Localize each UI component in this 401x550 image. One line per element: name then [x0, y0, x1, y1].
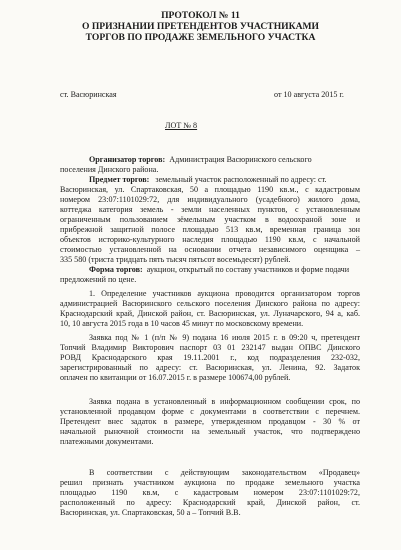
- place: ст. Васюринская: [60, 90, 117, 99]
- notice-line: платежными документами.: [60, 437, 154, 446]
- subject-label: Предмет торгов:: [89, 175, 150, 184]
- protocol-number: ПРОТОКОЛ № 11: [161, 10, 240, 21]
- notice-line: Заявка подана в установленный в информационном сообщении срок, по: [89, 397, 360, 406]
- subject-line: ограниченным пользованием зёмельным участком в водоохраной зоне и: [60, 215, 360, 224]
- application-line: РОВД Краснодарского края 19.11.2001 г., код подразделения 232-032,: [60, 353, 360, 362]
- notice-line: начальной рыночной стоимости на земельный участок, что подтверждено: [60, 427, 360, 436]
- subject-line: Васюринская, ул. Спартаковская, 50 а площадью 1190 кв.м., с кадастровым: [60, 185, 360, 194]
- subject-line: стоимостью установленной на основании отчета независимого оценщика –: [60, 245, 360, 254]
- application-line: зарегистрированный по адресу: ст. Васюринская, ул. Ленина, 92. Задаток: [60, 363, 360, 372]
- application-line: Заявка под № 1 (п/п № 9) подана 16 июля 2015 г. в 09:20 ч, претендент: [89, 333, 360, 342]
- organizer-line-2: поселения Динского района.: [60, 165, 159, 174]
- date: от 10 августа 2015 г.: [274, 90, 344, 99]
- organizer-label: Организатор торгов:: [89, 155, 166, 164]
- application-line: оплачен по квитанции от 16.07.2015 г. в размере 100674,00 рублей.: [60, 373, 291, 382]
- form-line-2: предложений по цене.: [60, 275, 137, 284]
- organizer-value: Администрация Васюринского сельского: [169, 155, 312, 164]
- point1-line: Краснодарский край, Динской район, ст. Васюринская, ул. Луначарского, 94 а, каб.: [60, 309, 360, 318]
- form-value: аукцион, открытый по составу участников и форме подачи: [146, 265, 350, 274]
- protocol-title-line-1: О ПРИЗНАНИИ ПРЕТЕНДЕНТОВ УЧАСТНИКАМИ: [81, 21, 320, 32]
- application-line: Топчий Владимир Викторович паспорт 03 01 232147 выдан ОПВС Динского: [60, 343, 360, 352]
- decision-line: В соответствии с действующим законодательством «Продавец»: [89, 468, 360, 477]
- subject-line: 335 580 (триста тридцать пять тысяч пятьсот восемьдесят) рублей.: [60, 255, 291, 264]
- subject-line: прибрежной защитной полосе площадью 513 кв.м, временная граница зон: [60, 225, 360, 234]
- subject-line: объектов историко-культурного наследия площадью 1190 кв.м, с начальной: [60, 235, 360, 244]
- point1-line: 1. Определение участников аукциона проводится организатором торгов: [89, 289, 360, 298]
- decision-line: расположенный по адресу: Краснодарский край, Динской район, ст.: [60, 498, 360, 507]
- subject-line-1: [89, 175, 327, 185]
- notice-line: Претендент внес задаток в размере, утвержденном продавцом - 30 % от: [60, 417, 360, 426]
- notice-line: установленной продавцом форме с документами в соответствии с перечнем.: [60, 407, 360, 416]
- organizer-line-1: [89, 155, 312, 165]
- form-line-1: [89, 265, 349, 275]
- decision-line: площадью 1190 кв.м, с кадастровым номером 23:07:1101029:72,: [60, 488, 360, 497]
- point1-line: 10, 10 августа 2015 года в 10 часов 45 минут по московскому времени.: [60, 319, 304, 328]
- lot-number: ЛОТ № 8: [165, 121, 198, 130]
- subject-line: номером 23:07:1101029:72, для индивидуального (усадебного) жилого дома,: [60, 195, 360, 204]
- protocol-title-line-2: ТОРГОВ ПО ПРОДАЖЕ ЗЕМЕЛЬНОГО УЧАСТКА: [85, 32, 316, 43]
- decision-line: Васюринская, ул. Спартаковская, 50 а – Топчий В.В.: [60, 508, 241, 517]
- subject-value: земельный участок расположенный по адресу: ст.: [155, 175, 327, 184]
- subject-line: коттеджа категория земель - земли населенных пунктов, с установленным: [60, 205, 360, 214]
- decision-line: решил признать участником аукциона по продаже земельного участка: [60, 478, 360, 487]
- form-label: Форма торгов:: [89, 265, 143, 274]
- point1-line: администрацией Васюринского сельского поселения Динского района по адресу:: [60, 299, 360, 308]
